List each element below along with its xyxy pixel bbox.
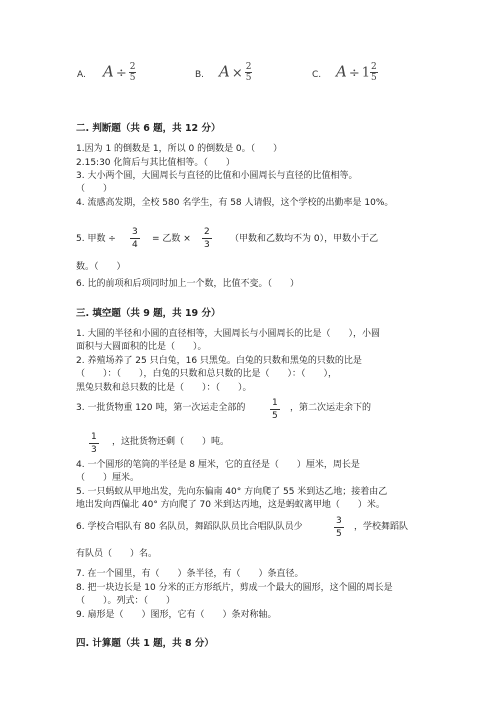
- question-text: （ ）。列式：（ ）: [76, 596, 176, 606]
- option-c-fraction: $\frac{2}{5}$: [371, 62, 377, 83]
- question-text: ，学校舞蹈队: [354, 522, 409, 532]
- option-c-expression: [336, 62, 378, 83]
- option-c-whole: 1: [361, 65, 371, 81]
- fraction: $\frac{2}{3}$: [204, 227, 210, 250]
- question-text: 地出发向西偏北 40° 方向爬了 70 米到达丙地，这是蚂蚁离甲地（ ）米。: [76, 500, 385, 510]
- question-text: 6. 比的前项和后项同时加上一个数，比值不变。（ ）: [76, 279, 299, 289]
- question-text: ，这批货物还剩（ ）吨。: [112, 437, 230, 447]
- question-text: 9. 扇形是（ ）图形，它有（ ）条对称轴。: [76, 610, 277, 620]
- question-text: 3. 大小两个圆，大圆周长与直径的比值和小圆周长与直径的比值相等。: [76, 171, 358, 181]
- fraction: $\frac{1}{5}$: [272, 398, 278, 421]
- option-a-fraction: $\frac{2}{5}$: [129, 62, 136, 83]
- question-text: 5. 一只蚂蚁从甲地出发，先向东偏南 40° 方向爬了 55 米到达乙地；接着由乙: [76, 487, 388, 497]
- option-b-expression: [219, 62, 252, 83]
- option-a-letter: A.: [77, 70, 86, 80]
- question-text: （ ）：（ ），白兔的只数和总只数的比是（ ）：（ ），: [76, 369, 338, 379]
- question-text: 1. 大圆的半径和小圆的直径相等，大圆周长与小圆周长的比是（ ），小圆: [76, 329, 380, 339]
- option-b-letter: B.: [195, 70, 205, 80]
- divide-sign: ÷: [348, 65, 360, 81]
- section-title-judgement: 二. 判断题（共 6 题，共 12 分）: [76, 123, 221, 134]
- option-c-letter: C.: [312, 70, 322, 80]
- question-text: 2. 养殖场养了 25 只白兔，16 只黑兔。白兔的只数和黑兔的只数的比是: [76, 356, 362, 366]
- question-text: （甲数和乙数均不为 0），甲数小于乙: [230, 234, 379, 244]
- question-text: 3. 一批货物重 120 吨，第一次运走全部的: [76, 403, 246, 413]
- option-a-expression: [103, 62, 136, 83]
- fraction: $\frac{3}{5}$: [336, 516, 342, 539]
- question-text: 黑兔只数和总只数的比是（ ）：（ ）。: [76, 383, 252, 393]
- question-text: 4. 一个圆形的笔筒的半径是 8 厘米，它的直径是（ ）厘米，周长是: [76, 460, 360, 470]
- question-text: 面积与大圆面积的比是（ ）。: [76, 342, 207, 352]
- times-sign: ×: [231, 65, 243, 81]
- question-text: 1.因为 1 的倒数是 1，所以 0 的倒数是 0。（ ）: [76, 144, 283, 154]
- section-title-fill-in: 三. 填空题（共 9 题，共 19 分）: [76, 308, 221, 319]
- question-text: 有队员（ ）名。: [76, 549, 158, 559]
- option-b-fraction: $\frac{2}{5}$: [245, 62, 252, 83]
- question-text: （ ）厘米。: [76, 473, 140, 483]
- question-text: 2.15:30 化简后与其比值相等。（ ）: [76, 158, 235, 168]
- question-text: 4. 流感高发期，全校 580 名学生，有 58 人请假，这个学校的出勤率是 10%。: [76, 198, 394, 208]
- option-c-var: A: [336, 62, 347, 81]
- section-title-calculation: 四. 计算题（共 1 题，共 8 分）: [76, 638, 214, 649]
- question-text: ，第二次运走余下的: [290, 403, 372, 413]
- question-text: 7. 在一个圆里，有（ ）条半径，有（ ）条直径。: [76, 569, 304, 579]
- fraction: $\frac{1}{3}$: [91, 432, 97, 455]
- question-text: 数。（ ）: [76, 262, 126, 272]
- fraction: $\frac{3}{4}$: [132, 227, 138, 250]
- divide-sign: ÷: [115, 65, 127, 81]
- question-text: = 乙数 ×: [152, 234, 191, 244]
- question-text: （ ）: [76, 184, 113, 194]
- option-a-var: A: [103, 62, 114, 81]
- question-text: 8. 把一块边长是 10 分米的正方形纸片，剪成一个最大的圆形，这个圆的周长是: [76, 583, 393, 593]
- question-text: 6. 学校合唱队有 80 名队员，舞蹈队队员比合唱队队员少: [76, 522, 303, 532]
- option-b-var: A: [219, 62, 230, 81]
- question-text: 5. 甲数 ÷: [76, 234, 116, 244]
